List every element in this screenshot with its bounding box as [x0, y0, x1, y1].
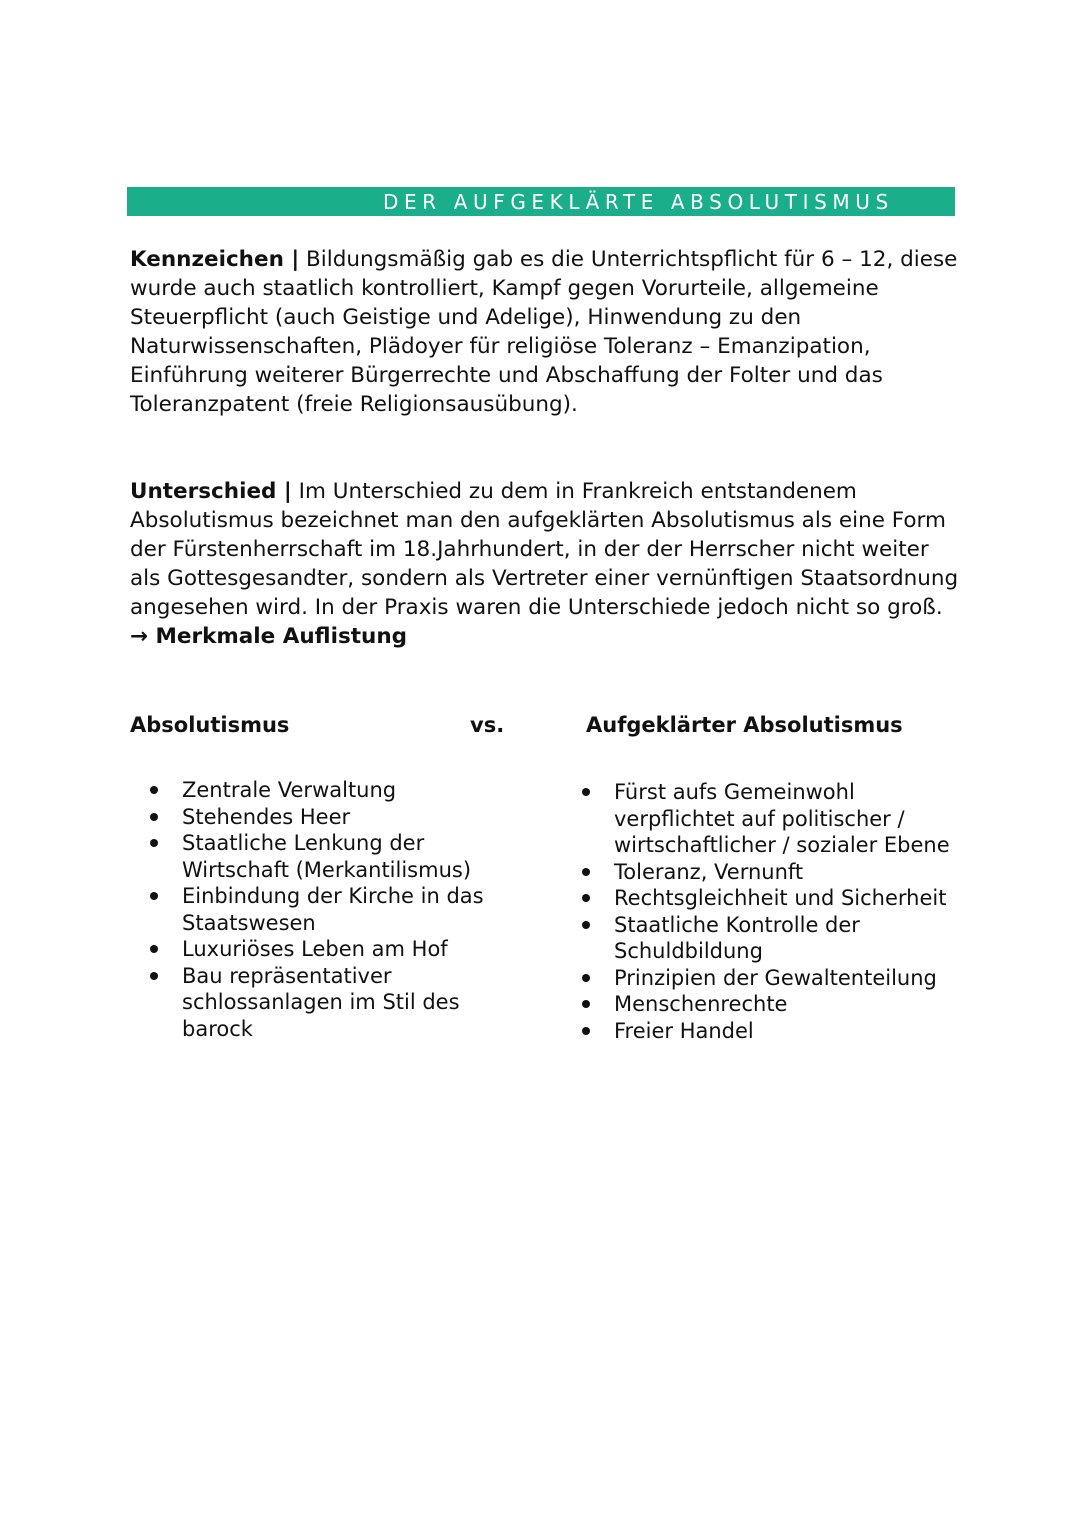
paragraph-unterschied: [130, 477, 960, 651]
paragraph-label: Unterschied |: [130, 479, 292, 504]
list-item-text: Einbindung der Kirche in das Staatswesen: [182, 884, 484, 935]
bullet-icon: [582, 1027, 590, 1035]
list-item: [563, 885, 963, 912]
list-item: [563, 859, 963, 886]
list-item-text: Luxuriöses Leben am Hof: [182, 937, 448, 961]
list-item-text: Zentrale Verwaltung: [182, 778, 397, 802]
list-item-text: Prinzipien der Gewaltenteilung: [614, 965, 937, 990]
list-item: [563, 779, 963, 859]
bullet-icon: [150, 892, 158, 900]
list-item-text: Rechtsgleichheit und Sicherheit: [614, 886, 947, 910]
bullet-icon: [150, 786, 158, 794]
heading-absolutismus: Absolutismus: [130, 713, 290, 737]
list-item: [563, 1018, 963, 1045]
list-item-text: Fürst aufs Gemeinwohl verpflichtet auf politischer / wirtschaftlicher / sozialer Ebene: [614, 780, 950, 857]
bullet-icon: [582, 921, 590, 929]
page-title: DER AUFGEKLÄRTE ABSOLUTISMUS: [383, 190, 894, 214]
bullet-icon: [582, 974, 590, 982]
list-item: [130, 883, 490, 936]
paragraph-text: Bildungsmäßig gab es die Unterrichtspflicht für 6 – 12, diese wurde auch staatlich kontrolliert, Kampf gegen Vorurteile, allgemeine Steuerpflicht (auch Geistige und Adelige), Hinwendung zu den Naturwissenschaften, Plädoyer für religiöse Toleranz – Emanzipation, Einführung weiterer Bürgerrechte und Abschaffung der Folter und das Toleranzpatent (freie Religionsausübung).: [130, 247, 958, 417]
list-item-text: Freier Handel: [614, 1018, 754, 1043]
heading-aufgeklaerter-absolutismus: Aufgeklärter Absolutismus: [586, 713, 903, 737]
list-item: [130, 936, 490, 963]
paragraph-label: Kennzeichen |: [130, 247, 300, 272]
list-item: [130, 777, 490, 804]
bullet-icon: [582, 868, 590, 876]
list-item-text: Bau repräsentativer schlossanlagen im Stil des barock: [182, 963, 460, 1041]
heading-vs: vs.: [470, 713, 505, 737]
title-bar: [127, 187, 955, 216]
list-item: [563, 991, 963, 1018]
bullet-icon: [150, 972, 158, 980]
list-aufgeklaerter-absolutismus: [563, 779, 963, 1044]
list-item: [130, 963, 490, 1043]
list-item-text: Stehendes Heer: [182, 804, 351, 829]
list-item: [130, 804, 490, 831]
list-item: [563, 912, 963, 965]
list-item: [130, 830, 490, 883]
list-item-text: Menschenrechte: [614, 992, 788, 1016]
list-item-text: Staatliche Kontrolle der Schuldbildung: [614, 912, 860, 963]
list-item-text: Toleranz, Vernunft: [614, 859, 804, 884]
bullet-icon: [150, 839, 158, 847]
list-absolutismus: [130, 777, 490, 1042]
paragraph-text: Im Unterschied zu dem in Frankreich entstandenem Absolutismus bezeichnet man den aufgeklärten Absolutismus als eine Form der Fürstenherrschaft im 18.Jahrhundert, in der der Herrscher nicht weiter als Gottesgesandter, sondern als Vertreter einer vernünftigen Staatsordnung angesehen wird. In der Praxis waren die Unterschiede jedoch nicht so groß.: [130, 479, 959, 620]
bullet-icon: [582, 788, 590, 796]
bullet-icon: [582, 1000, 590, 1008]
bullet-icon: [150, 945, 158, 953]
bullet-icon: [582, 894, 590, 902]
bullet-icon: [150, 813, 158, 821]
merkmale-reference: → Merkmale Auflistung: [130, 624, 408, 649]
list-item-text: Staatliche Lenkung der Wirtschaft (Merkantilismus): [182, 831, 472, 882]
paragraph-kennzeichen: [130, 245, 960, 419]
list-item: [563, 965, 963, 992]
